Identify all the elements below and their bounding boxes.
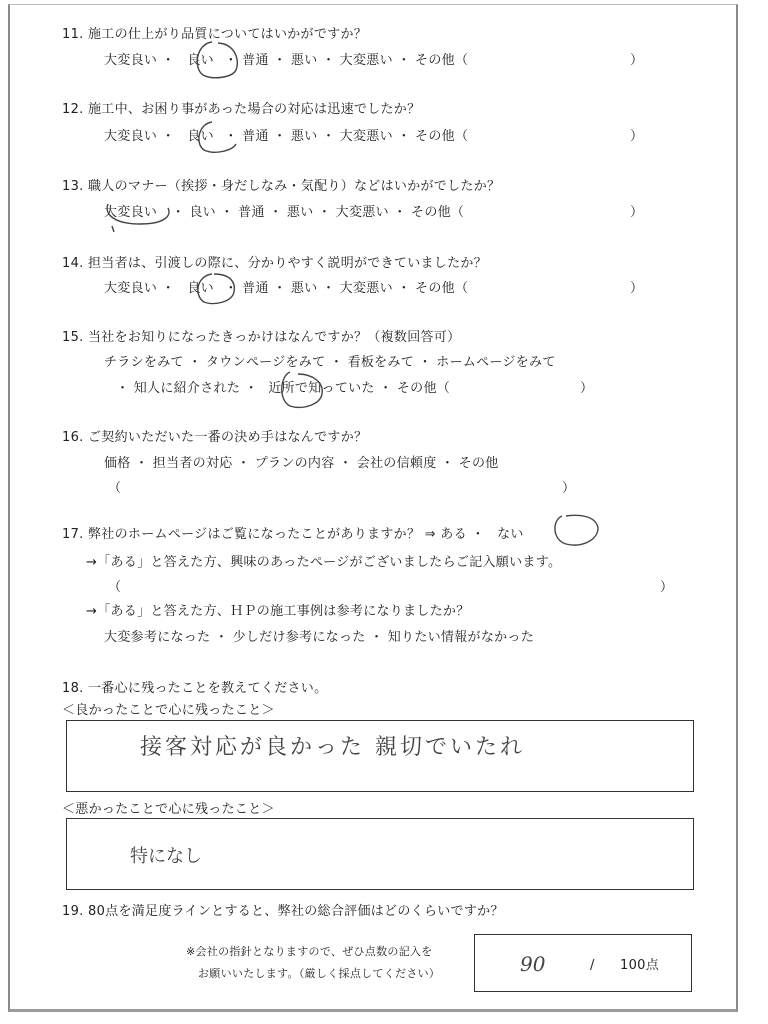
score-note-line1: ※会社の指針となりますので、ぜひ点数の記入を [186, 945, 433, 958]
question-16: 16. ご契約いただいた一番の決め手はなんですか？ [62, 430, 368, 445]
option-selected: 大変良い [104, 205, 158, 220]
option-selected: 良い [187, 129, 214, 144]
option-text: 知っていた ・ その他（ [308, 381, 451, 396]
question-12-options [104, 129, 468, 145]
question-14-options [104, 281, 468, 297]
bad-label: ＜悪かったことで心に残ったこと＞ [62, 802, 275, 817]
bad-answer-handwriting: 特になし [130, 846, 202, 867]
option-text: 大変良い ・ [104, 53, 175, 68]
question-13-options [104, 205, 464, 221]
paren-close: ） [660, 580, 674, 595]
score-value: 90 [520, 952, 546, 976]
paren-close: ） [630, 53, 644, 68]
option-text: ・ 知人に紹介された ・ [116, 381, 258, 396]
option-selected: ない [497, 527, 524, 542]
good-answer-handwriting: 接客対応が良かった 親切でいたれ [140, 735, 525, 760]
question-13: 13. 職人のマナー（挨拶・身だしなみ・気配り）などはいかがでしたか？ [62, 179, 501, 194]
paren-close: ） [630, 129, 644, 144]
good-label: ＜良かったことで心に残ったこと＞ [62, 703, 275, 718]
question-12: 12. 施工中、お困り事があった場合の対応は迅速でしたか？ [62, 102, 421, 117]
question-18: 18. 一番心に残ったことを教えてください。 [62, 681, 328, 696]
question-15: 15. 当社をお知りになったきっかけはなんですか？（複数回答可） [62, 330, 461, 345]
score-box[interactable] [474, 934, 692, 992]
score-max: 100点 [620, 958, 660, 973]
option-text: 大変良い ・ [104, 281, 175, 296]
paren-close: ） [630, 205, 644, 220]
question-16-options: 価格 ・ 担当者の対応 ・ プランの内容 ・ 会社の信頼度 ・ その他 [104, 456, 499, 471]
option-text: 大変良い ・ [104, 129, 175, 144]
question-14: 14. 担当者は、引渡しの際に、分かりやすく説明ができていましたか？ [62, 256, 488, 271]
question-15-options-line1: チラシをみて ・ タウンページをみて ・ 看板をみて ・ ホームページをみて [104, 355, 556, 370]
question-19: 19. 80点を満足度ラインとすると、弊社の総合評価はどのくらいですか？ [62, 904, 504, 919]
question-15-options-line2 [116, 381, 450, 397]
option-text: ・ 普通 ・ 悪い ・ 大変悪い ・ その他（ [224, 129, 469, 144]
option-text: ・ 良い ・ 普通 ・ 悪い ・ 大変悪い ・ その他（ [171, 205, 465, 220]
option-selected: 近所で [268, 381, 309, 396]
question-11-options [104, 53, 468, 69]
option-text: ・ 普通 ・ 悪い ・ 大変悪い ・ その他（ [224, 281, 469, 296]
score-slash: / [590, 958, 595, 973]
paren-close: ） [562, 481, 576, 496]
paren-close: ） [630, 281, 644, 296]
score-note-line2: お願いいたします。（厳しく採点してください） [198, 967, 441, 980]
option-selected: 良い [187, 53, 214, 68]
paren-close: ） [580, 381, 594, 396]
question-17-sub2: →「ある」と答えた方、ＨＰの施工事例は参考になりましたか？ [86, 604, 470, 619]
paren-open: （ [108, 580, 122, 595]
paren-open: （ [108, 481, 122, 496]
question-17-sub1: →「ある」と答えた方、興味のあったページがございましたらご記入願います。 [86, 555, 562, 570]
question-11: 11. 施工の仕上がり品質についてはいかがですか？ [62, 27, 368, 42]
question-17-sub2-options: 大変参考になった ・ 少しだけ参考になった ・ 知りたい情報がなかった [104, 630, 535, 645]
option-selected: 良い [187, 281, 214, 296]
option-text: ・ 普通 ・ 悪い ・ 大変悪い ・ その他（ [224, 53, 469, 68]
question-17: 17. 弊社のホームページはご覧になったことがありますか？ ⇒ ある ・ ない [62, 527, 524, 542]
